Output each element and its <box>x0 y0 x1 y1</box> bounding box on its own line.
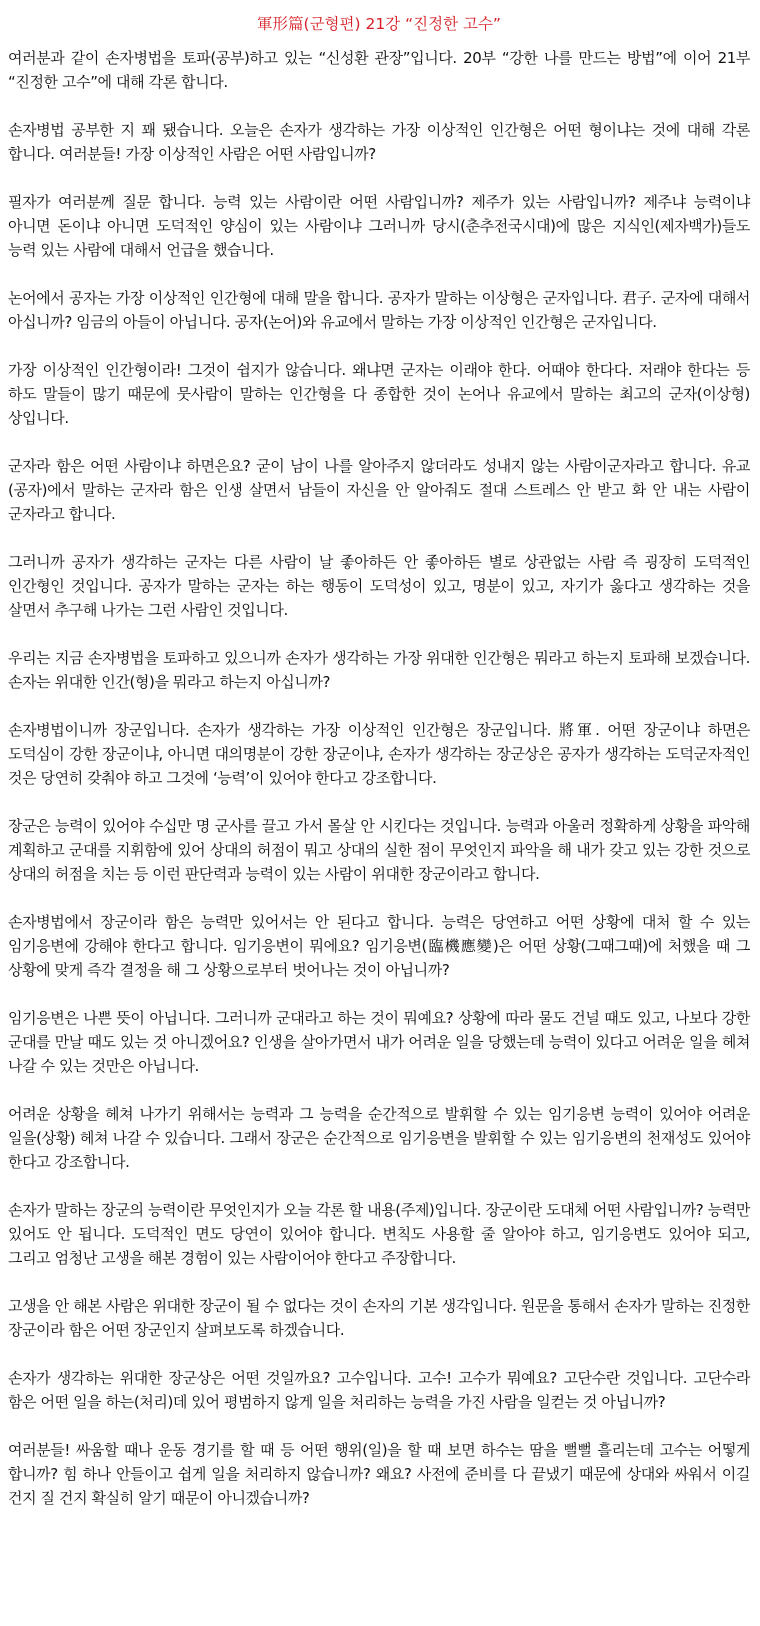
paragraph: 군자라 함은 어떤 사람이냐 하면은요? 굳이 남이 나를 알아주지 않더라도 성내지 않는 사람이군자라고 합니다. 유교(공자)에서 말하는 군자라 함은 인생 살면서 남들이 자신을 안 알아줘도 절대 스트레스 안 받고 화 안 내는 사람이 군자라고 합니다. <box>8 457 750 523</box>
paragraph: 어려운 상황을 헤쳐 나가기 위해서는 능력과 그 능력을 순간적으로 발휘할 수 있는 임기응변 능력이 있어야 어려운 일을(상황) 헤쳐 나갈 수 있습니다. 그래서 장군은 순간적으로 임기응변을 발휘할 수 있는 임기응변의 천재성도 있어야 한다고 강조합니다. <box>8 1105 750 1171</box>
paragraph: 그러니까 공자가 생각하는 군자는 다른 사람이 날 좋아하든 안 좋아하든 별로 상관없는 사람 즉 굉장히 도덕적인 인간형인 것입니다. 공자가 말하는 군자는 하는 행동이 도덕성이 있고, 명분이 있고, 자기가 옳다고 생각하는 것을 살면서 추구해 나가는 그런 사람인 것입니다. <box>8 553 750 619</box>
paragraph: 여러분과 같이 손자병법을 토파(공부)하고 있는 “신성환 관장”입니다. 20부 “강한 나를 만드는 방법”에 이어 21부 “진정한 고수”에 대해 각론 합니다. <box>8 49 750 91</box>
paragraph: 손자가 생각하는 위대한 장군상은 어떤 것일까요? 고수입니다. 고수! 고수가 뭐예요? 고단수란 것입니다. 고단수라 함은 어떤 일을 하는(처리)데 있어 평범하지 않게 일을 처리하는 능력을 가진 사람을 일컫는 것 아닙니까? <box>8 1369 750 1411</box>
paragraph: 우리는 지금 손자병법을 토파하고 있으니까 손자가 생각하는 가장 위대한 인간형은 뭐라고 하는지 토파해 보겠습니다. 손자는 위대한 인간(형)을 뭐라고 하는지 아십니까? <box>8 649 750 691</box>
paragraph: 필자가 여러분께 질문 합니다. 능력 있는 사람이란 어떤 사람입니까? 제주가 있는 사람입니까? 제주냐 능력이냐 아니면 돈이냐 아니면 도덕적인 양심이 있는 사람이냐 그러니까 당시(춘추전국시대)에 많은 지식인(제자백가)들도 능력 있는 사람에 대해서 언급을 했습니다. <box>8 193 750 259</box>
paragraph: 여러분들! 싸움할 때나 운동 경기를 할 때 등 어떤 행위(일)을 할 때 보면 하수는 땀을 뻘뻘 흘리는데 고수는 어떻게 합니까? 힘 하나 안들이고 쉽게 일을 처리하지 않습니까? 왜요? 사전에 준비를 다 끝냈기 때문에 상대와 싸워서 이길 건지 질 건지 확실히 알기 때문이 아니겠습니까? <box>8 1441 750 1507</box>
article-body <box>8 46 750 1510</box>
paragraph: 손자병법이니까 장군입니다. 손자가 생각하는 가장 이상적인 인간형은 장군입니다. 將軍. 어떤 장군이냐 하면은 도덕심이 강한 장군이냐, 아니면 대의명분이 강한 장군이냐, 손자가 생각하는 장군상은 공자가 생각하는 도덕군자적인 것은 당연히 갖춰야 하고 그것에 ‘능력’이 있어야 한다고 강조합니다. <box>8 721 750 787</box>
paragraph: 가장 이상적인 인간형이라! 그것이 쉽지가 않습니다. 왜냐면 군자는 이래야 한다. 어때야 한다다. 저래야 한다는 등 하도 말들이 많기 때문에 뭇사람이 말하는 인간형을 다 종합한 것이 논어나 유교에서 말하는 최고의 군자(이상형)상입니다. <box>8 361 750 427</box>
paragraph: 장군은 능력이 있어야 수십만 명 군사를 끌고 가서 몰살 안 시킨다는 것입니다. 능력과 아울러 정확하게 상황을 파악해 계획하고 군대를 지휘함에 있어 상대의 허점이 뭐고 상대의 실한 점이 무엇인지 파악을 해 내가 갖고 있는 강한 것으로 상대의 허점을 치는 등 이런 판단력과 능력이 있는 사람이 위대한 장군이라고 합니다. <box>8 817 750 883</box>
paragraph: 임기응변은 나쁜 뜻이 아닙니다. 그러니까 군대라고 하는 것이 뭐예요? 상황에 따라 물도 건널 때도 있고, 나보다 강한 군대를 만날 때도 있는 것 아니겠어요? 인생을 살아가면서 내가 어려운 일을 당했는데 능력이 있다고 어려운 일을 헤쳐 나갈 수 있는 것만은 아닙니다. <box>8 1009 750 1075</box>
article-title: 軍形篇(군형편) 21강 “진정한 고수” <box>257 15 501 33</box>
paragraph: 논어에서 공자는 가장 이상적인 인간형에 대해 말을 합니다. 공자가 말하는 이상형은 군자입니다. 君子. 군자에 대해서 아십니까? 임금의 아들이 아닙니다. 공자(논어)와 유교에서 말하는 가장 이상적인 인간형은 군자입니다. <box>8 289 750 331</box>
paragraph: 고생을 안 해본 사람은 위대한 장군이 될 수 없다는 것이 손자의 기본 생각입니다. 원문을 통해서 손자가 말하는 진정한 장군이라 함은 어떤 장군인지 살펴보도록 하겠습니다. <box>8 1297 750 1339</box>
paragraph: 손자병법 공부한 지 꽤 됐습니다. 오늘은 손자가 생각하는 가장 이상적인 인간형은 어떤 형이냐는 것에 대해 각론 합니다. 여러분들! 가장 이상적인 사람은 어떤 사람입니까? <box>8 121 750 163</box>
paragraph: 손자가 말하는 장군의 능력이란 무엇인지가 오늘 각론 할 내용(주제)입니다. 장군이란 도대체 어떤 사람입니까? 능력만 있어도 안 됩니다. 도덕적인 면도 당연이 있어야 합니다. 변칙도 사용할 줄 알아야 하고, 임기응변도 있어야 되고, 그리고 엄청난 고생을 해본 경험이 있는 사람이어야 한다고 주장합니다. <box>8 1201 750 1267</box>
paragraph: 손자병법에서 장군이라 함은 능력만 있어서는 안 된다고 합니다. 능력은 당연하고 어떤 상황에 대처 할 수 있는 임기응변에 강해야 한다고 합니다. 임기응변이 뭐에요? 임기응변(臨機應變)은 어떤 상황(그때그때)에 처했을 때 그 상황에 맞게 즉각 결정을 해 그 상황으로부터 벗어나는 것이 아닙니까? <box>8 913 750 979</box>
